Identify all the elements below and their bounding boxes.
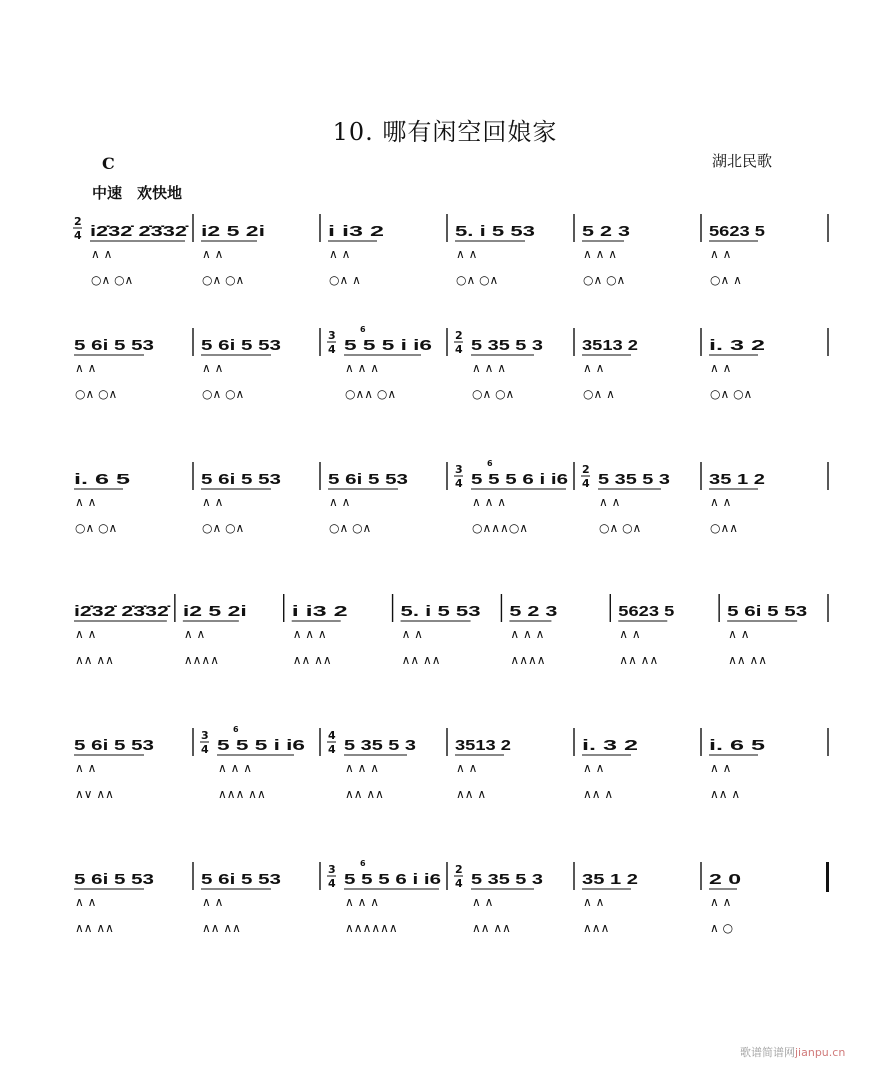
articulation-upper: ∧ ∧ (91, 247, 113, 261)
articulation-lower: ∧∧∧∧∧∧ (345, 921, 398, 935)
time-denominator: 4 (455, 877, 463, 890)
articulation-upper: ∧ ∧ (329, 495, 351, 509)
system-staff (60, 592, 840, 692)
time-denominator: 4 (328, 877, 336, 890)
articulation-upper: ∧ ∧ (183, 627, 206, 641)
time-denominator: 4 (74, 229, 82, 242)
articulation-upper: ∧ ∧ (583, 761, 605, 775)
melody-notes: 5 6i 5 53 (201, 871, 281, 888)
articulation-lower: ∧∧∧ (583, 921, 610, 935)
melody-notes: 5623 5 (618, 603, 675, 620)
score-system (60, 326, 840, 426)
time-numerator: 3 (455, 463, 463, 476)
melody-notes: 5 6i 5 53 (328, 471, 408, 488)
time-signature (327, 863, 336, 890)
melody-notes: 5 5 5 i i6 (217, 737, 305, 754)
system-staff (60, 326, 840, 426)
melody-notes: i i3 2 (291, 603, 348, 620)
melody-notes: 5 5 5 i i6 (344, 337, 432, 354)
articulation-upper: ∧ ∧ (75, 895, 97, 909)
melody-notes: i2 5 2i (201, 223, 265, 240)
articulation-lower: ∧∧∧∧ (510, 653, 546, 667)
articulation-lower: ○∧ ○∧ (710, 387, 753, 401)
articulation-lower: ○∧ ○∧ (202, 521, 245, 535)
articulation-upper: ∧ ∧ (202, 895, 224, 909)
articulation-upper: ∧ ∧ (472, 895, 494, 909)
time-signature (327, 329, 336, 356)
system-staff (60, 212, 840, 312)
articulation-upper: ∧ ∧ (710, 495, 732, 509)
time-denominator: 4 (328, 343, 336, 356)
time-numerator: 2 (582, 463, 590, 476)
melody-notes: 5 35 5 3 (471, 871, 543, 888)
score-system (60, 726, 840, 826)
melody-notes: i2̇32̇ 2̇3̇32̇ (74, 603, 172, 620)
articulation-lower: ∧∧ ∧∧ (292, 653, 332, 667)
melody-notes: i. 6 5 (709, 737, 765, 754)
time-signature (581, 463, 590, 490)
tempo-marking: 中速 欢快地 (92, 184, 183, 202)
articulation-lower: ∧∧ ∧∧ (728, 653, 768, 667)
articulation-upper: ∧ ∧ ∧ (345, 895, 379, 909)
time-signature (454, 863, 463, 890)
melody-notes: i. 3 2 (709, 337, 765, 354)
time-numerator: 4 (328, 729, 336, 742)
articulation-upper: ∧ ∧ (75, 627, 97, 641)
articulation-upper: ∧ ∧ (75, 361, 97, 375)
melody-notes: 5 2 3 (582, 223, 630, 240)
articulation-lower: ∧∧ ∧ (583, 787, 614, 801)
time-numerator: 3 (328, 863, 336, 876)
articulation-upper: ∧ ∧ ∧ (345, 361, 379, 375)
system-staff (60, 860, 840, 960)
melody-notes: 2 0 (709, 871, 741, 888)
time-signature (200, 729, 209, 756)
time-numerator: 2 (455, 863, 463, 876)
melody-notes: 5. i 5 53 (400, 603, 481, 620)
articulation-upper: ∧ ∧ ∧ (218, 761, 252, 775)
articulation-lower: ∧∧ ∧ (456, 787, 487, 801)
melody-notes: 3513 2 (455, 737, 511, 754)
articulation-upper: ∧ ∧ (619, 627, 641, 641)
time-signature (454, 463, 463, 490)
articulation-lower: ○∧ ○∧ (202, 387, 245, 401)
score-system (60, 460, 840, 560)
melody-notes: i2 5 2i (182, 603, 247, 620)
melody-notes: 5 35 5 3 (598, 471, 670, 488)
articulation-upper: ∧ ∧ (202, 361, 224, 375)
articulation-upper: ∧ ∧ (456, 761, 478, 775)
melody-notes: 5 6i 5 53 (727, 603, 808, 620)
grace-note: 6 (487, 460, 493, 468)
watermark-url: jianpu.cn (795, 1046, 846, 1059)
melody-notes: 5 6i 5 53 (201, 471, 281, 488)
time-denominator: 4 (328, 743, 336, 756)
articulation-upper: ∧ ∧ ∧ (510, 627, 545, 641)
final-barline (826, 862, 829, 892)
melody-notes: 35 1 2 (709, 471, 765, 488)
melody-notes: i2̇32̇ 2̇3̇32̇ (90, 223, 190, 240)
articulation-lower: ∧∧ ∧∧ (401, 653, 441, 667)
grace-note: 6 (360, 326, 366, 334)
articulation-upper: ∧ ∧ (599, 495, 621, 509)
articulation-lower: ∧ ○ (710, 921, 734, 935)
melody-notes: 3513 2 (582, 337, 638, 354)
articulation-upper: ∧ ∧ ∧ (472, 361, 506, 375)
time-numerator: 2 (74, 215, 82, 228)
melody-notes: 5 6i 5 53 (74, 337, 154, 354)
articulation-lower: ○∧ ○∧ (583, 273, 626, 287)
articulation-upper: ∧ ∧ (583, 895, 605, 909)
melody-notes: 5 6i 5 53 (201, 337, 281, 354)
articulation-upper: ∧ ∧ (456, 247, 478, 261)
articulation-lower: ○∧ ∧ (329, 273, 361, 287)
articulation-lower: ∧∧ ∧∧ (619, 653, 659, 667)
articulation-upper: ∧ ∧ (75, 495, 97, 509)
articulation-lower: ○∧ ∧ (710, 273, 742, 287)
grace-note: 6 (360, 860, 366, 868)
articulation-lower: ∧∧ ∧∧ (75, 653, 114, 667)
watermark (740, 1044, 845, 1060)
melody-notes: i. 6 5 (74, 471, 130, 488)
time-denominator: 4 (455, 477, 463, 490)
watermark-site: 歌谱简谱网 (740, 1046, 795, 1059)
song-title: 10. 哪有闲空回娘家 (332, 118, 558, 146)
articulation-lower: ○∧ ○∧ (91, 273, 134, 287)
system-staff (60, 726, 840, 826)
articulation-upper: ∧ ∧ (75, 761, 97, 775)
articulation-upper: ∧ ∧ ∧ (583, 247, 617, 261)
articulation-lower: ∧∧ ∧∧ (75, 921, 114, 935)
time-signature (454, 329, 463, 356)
melody-notes: 5 6i 5 53 (74, 871, 154, 888)
articulation-lower: ○∧ ○∧ (472, 387, 515, 401)
articulation-upper: ∧ ∧ (329, 247, 351, 261)
articulation-lower: ∧∧ ∧∧ (345, 787, 384, 801)
articulation-lower: ○∧ ○∧ (456, 273, 499, 287)
grace-note: 6 (233, 726, 239, 734)
articulation-lower: ∧∧ ∧ (710, 787, 741, 801)
articulation-upper: ∧ ∧ ∧ (345, 761, 379, 775)
articulation-upper: ∧ ∧ (710, 247, 732, 261)
melody-notes: i. 3 2 (582, 737, 638, 754)
articulation-lower: ○∧∧ ○∧ (345, 387, 397, 401)
articulation-lower: ∧∧ ∧∧ (472, 921, 511, 935)
time-denominator: 4 (455, 343, 463, 356)
key-signature: C (102, 154, 115, 173)
articulation-upper: ∧ ∧ (583, 361, 605, 375)
articulation-lower: ○∧∧∧○∧ (472, 521, 529, 535)
time-signature (73, 215, 82, 242)
articulation-lower: ∧∧∧∧ (183, 653, 219, 667)
articulation-lower: ○∧ ○∧ (75, 521, 118, 535)
score-system (60, 860, 840, 960)
melody-notes: 35 1 2 (582, 871, 638, 888)
articulation-lower: ○∧ ○∧ (202, 273, 245, 287)
melody-notes: 5 5 5 6 i i6 (344, 871, 441, 888)
articulation-lower: ○∧∧ (710, 521, 739, 535)
articulation-upper: ∧ ∧ ∧ (472, 495, 506, 509)
articulation-lower: ○∧ ∧ (583, 387, 615, 401)
articulation-upper: ∧ ∧ (401, 627, 423, 641)
articulation-upper: ∧ ∧ (202, 495, 224, 509)
articulation-lower: ∧∨ ∧∧ (75, 787, 114, 801)
articulation-upper: ∧ ∧ (202, 247, 224, 261)
song-origin: 湖北民歌 (712, 152, 773, 170)
melody-notes: 5 35 5 3 (344, 737, 416, 754)
melody-notes: i i3 2 (328, 223, 384, 240)
melody-notes: 5 35 5 3 (471, 337, 543, 354)
articulation-lower: ∧∧∧ ∧∧ (218, 787, 266, 801)
articulation-upper: ∧ ∧ ∧ (292, 627, 327, 641)
articulation-lower: ∧∧ ∧∧ (202, 921, 241, 935)
melody-notes: 5 2 3 (509, 603, 558, 620)
articulation-upper: ∧ ∧ (710, 361, 732, 375)
articulation-lower: ○∧ ○∧ (329, 521, 372, 535)
time-signature (327, 729, 336, 756)
time-numerator: 3 (201, 729, 209, 742)
melody-notes: 5 5 5 6 i i6 (471, 471, 568, 488)
articulation-lower: ○∧ ○∧ (599, 521, 642, 535)
time-denominator: 4 (201, 743, 209, 756)
articulation-upper: ∧ ∧ (710, 761, 732, 775)
time-numerator: 2 (455, 329, 463, 342)
score-system (60, 212, 840, 312)
articulation-upper: ∧ ∧ (728, 627, 750, 641)
time-numerator: 3 (328, 329, 336, 342)
melody-notes: 5623 5 (709, 223, 765, 240)
system-staff (60, 460, 840, 560)
time-denominator: 4 (582, 477, 590, 490)
articulation-lower: ○∧ ○∧ (75, 387, 118, 401)
melody-notes: 5 6i 5 53 (74, 737, 154, 754)
melody-notes: 5. i 5 53 (455, 223, 535, 240)
score-system (60, 592, 840, 692)
articulation-upper: ∧ ∧ (710, 895, 732, 909)
